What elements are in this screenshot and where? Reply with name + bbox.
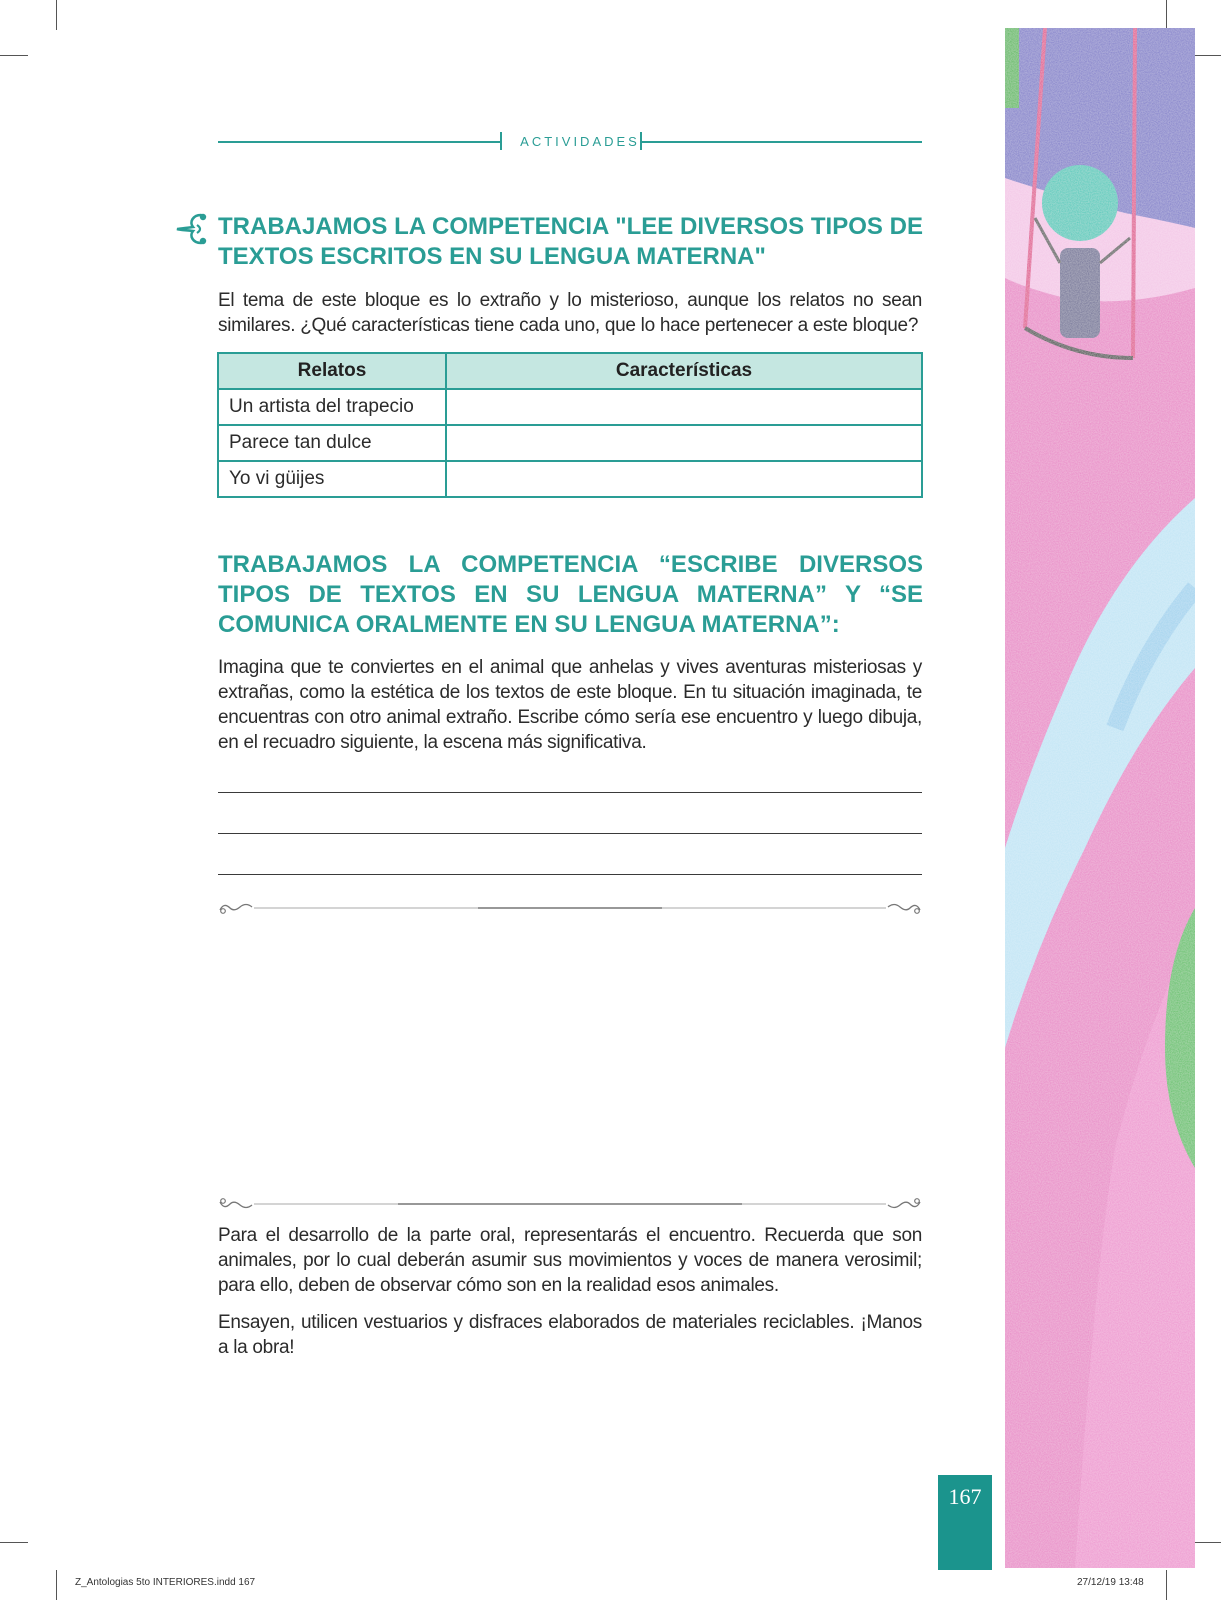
fleuron-icon — [175, 212, 211, 246]
scroll-ornament-icon — [218, 898, 922, 918]
crop-mark — [1193, 55, 1221, 56]
section-header — [218, 131, 922, 157]
table-header-relatos: Relatos — [218, 353, 446, 389]
crop-mark — [0, 1542, 28, 1543]
footer-datetime: 27/12/19 13:48 — [1077, 1577, 1144, 1588]
scroll-ornament-icon — [218, 1194, 922, 1214]
oral-instructions: Para el desarrollo de la parte oral, representarás el encuentro. Recuerda que son animales, por lo cual deberán asumir sus movimientos y voces de manera verosimil; para ello, deben de observar cómo son en la realidad esos animales. — [218, 1225, 922, 1296]
crop-mark — [56, 0, 57, 30]
table-header-caracteristicas: Características — [446, 353, 922, 389]
writing-line[interactable] — [218, 833, 922, 834]
crop-mark — [56, 1570, 57, 1600]
stories-table — [217, 352, 923, 498]
writing-line[interactable] — [218, 874, 922, 875]
drawing-area[interactable] — [218, 922, 922, 1192]
characteristics-cell[interactable] — [446, 461, 922, 497]
crop-mark — [0, 55, 28, 56]
crop-mark — [1166, 0, 1167, 30]
writing-line[interactable] — [218, 792, 922, 793]
table-row — [218, 461, 922, 497]
story-name: Un artista del trapecio — [218, 389, 446, 425]
table-row — [218, 389, 922, 425]
section2-prompt: Imagina que te conviertes en el animal que anhelas y vives aventuras misteriosas y extrañas, como la estética de los textos de este bloque. En tu situación imaginada, te encuentras con otro animal extraño. Escribe cómo sería ese encuentro y luego dibuja, en el recuadro siguiente, la escena más significativa. — [218, 657, 922, 753]
characteristics-cell[interactable] — [446, 389, 922, 425]
section-label: ACTIVIDADES — [520, 134, 640, 149]
story-name: Parece tan dulce — [218, 425, 446, 461]
table-row — [218, 425, 922, 461]
rehearsal-instructions: Ensayen, utilicen vestuarios y disfraces elaborados de materiales reciclables. ¡Manos a la obra! — [218, 1312, 922, 1358]
crayon-illustration — [1005, 28, 1195, 1568]
page-number: 167 — [948, 1484, 982, 1509]
section1-heading: TRABAJAMOS LA COMPETENCIA "LEE DIVERSOS TIPOS DE TEXTOS ESCRITOS EN SU LENGUA MATERNA" — [218, 213, 923, 270]
footer-file-info: Z_Antologias 5to INTERIORES.indd 167 — [75, 1577, 256, 1588]
crop-mark — [1166, 1570, 1167, 1600]
section1-intro: El tema de este bloque es lo extraño y lo misterioso, aunque los relatos no sean similares. ¿Qué características tiene cada uno, que lo hace pertenecer a este bloque? — [218, 290, 922, 336]
characteristics-cell[interactable] — [446, 425, 922, 461]
crop-mark — [1193, 1542, 1221, 1543]
section2-heading: TRABAJAMOS LA COMPETENCIA “ESCRIBE DIVERSOS TIPOS DE TEXTOS EN SU LENGUA MATERNA” Y “SE COMUNICA ORALMENTE EN SU LENGUA MATERNA”: — [218, 551, 923, 638]
story-name: Yo vi güijes — [218, 461, 446, 497]
